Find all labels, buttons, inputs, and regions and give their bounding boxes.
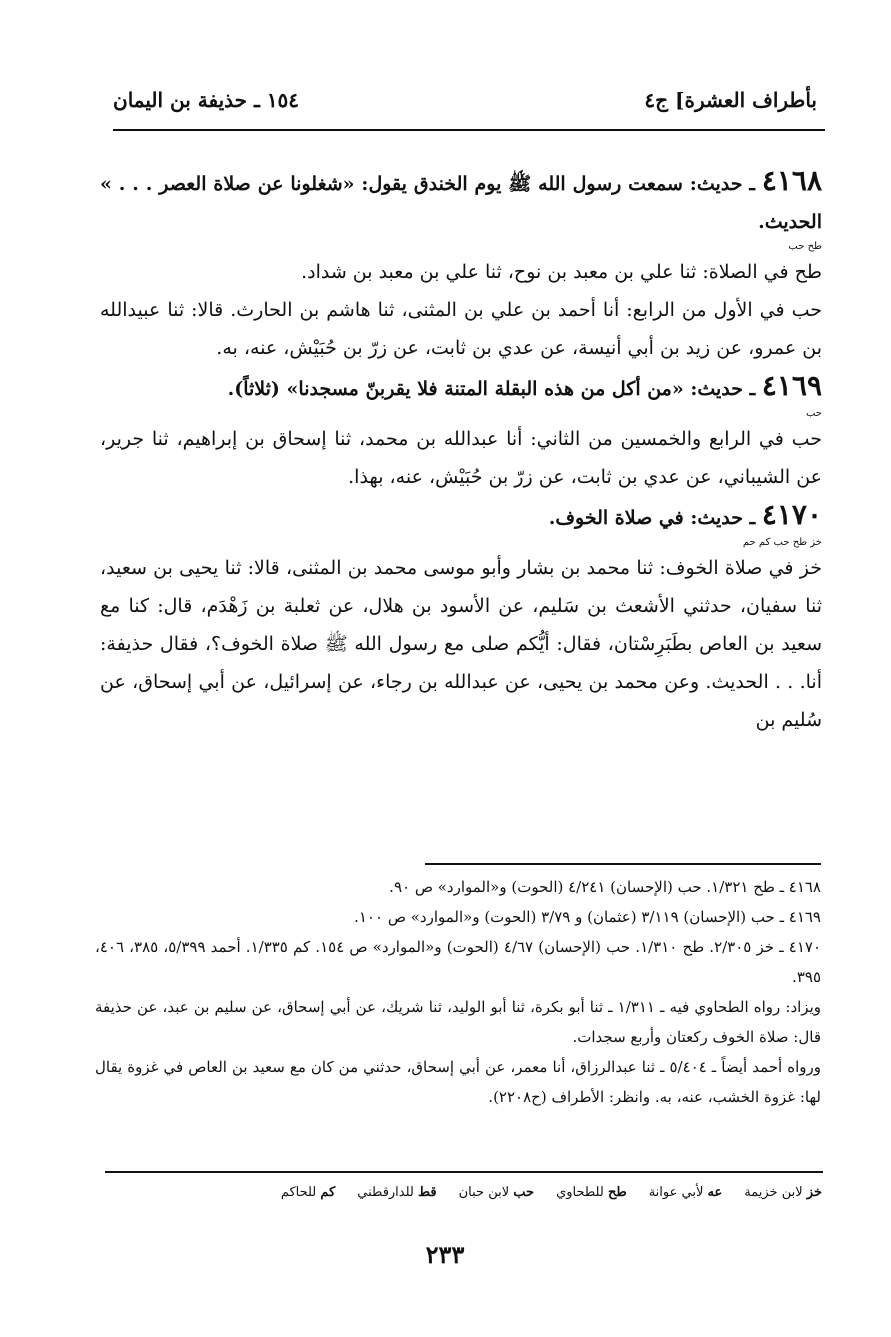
legend-item <box>556 1185 627 1200</box>
hadith-paragraph: حب في الرابع والخمسين من الثاني: أنا عبدالله بن محمد، ثنا إسحاق بن إبراهيم، ثنا جرير، عن الشيباني، عن عدي بن ثابت، عن زرّ بن حُبَيْش، عنه، بهذا. <box>100 428 822 488</box>
hadith-paragraph: حب في الأول من الرابع: أنا أحمد بن علي بن المثنى، ثنا هاشم بن الحارث. قالا: ثنا عبيدالله بن عمرو، عن زيد بن أبي أنيسة، عن عدي بن ثابت، عن زرّ بن حُبَيْش، عنه، به. <box>100 299 822 359</box>
page-number: ٢٣٣ <box>425 1240 465 1269</box>
hadith-paragraph: خز في صلاة الخوف: ثنا محمد بن بشار وأبو موسى محمد بن المثنى، قالا: ثنا يحيى بن سعيد، ثنا سفيان، حدثني الأشعث بن سَليم، عن الأسود بن هلال، عن ثعلبة بن زَهْدَم، قال: كنا مع سعيد بن العاص بطَبَرِسْتان، فقال: أيُّكم صلى مع رسول الله ﷺ صلاة الخوف؟، فقال حذيفة: أنا. . . الحديث. وعن محمد بن يحيى، عن عبدالله بن رجاء، عن إسرائيل، عن أبي إسحاق، عن سُليم بن <box>100 557 822 731</box>
hadith-title: ـ حديث: في صلاة الخوف. <box>548 507 756 529</box>
header-section-title: ١٥٤ ـ حذيفة بن اليمان <box>113 88 300 112</box>
footnote: ٤١٦٩ ـ حب (الإحسان) ٣/١١٩ (عثمان) و ٣/٧٩ (الحوت) و«الموارد» ص ١٠٠. <box>354 908 821 926</box>
legend-code: قط <box>418 1185 437 1200</box>
legend-item <box>357 1185 436 1200</box>
header-rule <box>113 129 825 131</box>
legend-label: لابن خزيمة <box>744 1185 803 1200</box>
hadith-sigla: حب <box>805 408 822 419</box>
legend-label: للدارقطني <box>357 1185 414 1200</box>
footnote: ٤١٧٠ ـ خز ٢/٣٠٥. طح ١/٣١٠. حب (الإحسان) ٤/٦٧ (الحوت) و«الموارد» ص ١٥٤. كم ١/٣٣٥. أحمد ٥/٣٩٩، ٣٨٥، ٤٠٦، ٣٩٥. <box>95 938 822 986</box>
footnote: ورواه أحمد أيضاً ـ ٥/٤٠٤ ـ ثنا عبدالرزاق، أنا معمر، عن أبي إسحاق، حدثني من كان مع سعيد بن العاص في غزوة يقال لها: غزوة الخشب، عنه، به. وانظر: الأطراف (ح٢٢٠٨). <box>95 1058 821 1106</box>
hadith-title: ـ حديث: «من أكل من هذه البقلة المتنة فلا يقربنّ مسجدنا» (ثلاثاً). <box>227 378 756 400</box>
hadith-heading <box>100 162 822 241</box>
legend-item <box>744 1185 822 1200</box>
footnote: ٤١٦٨ ـ طح ١/٣٢١. حب (الإحسان) ٤/٢٤١ (الحوت) و«الموارد» ص ٩٠. <box>389 878 821 896</box>
hadith-heading <box>100 496 822 537</box>
legend-code: خز <box>806 1185 822 1200</box>
main-text <box>100 162 822 739</box>
legend-code: حب <box>513 1185 535 1200</box>
hadith-paragraph: طح في الصلاة: ثنا علي بن معبد بن نوح، ثنا علي بن معبد بن شداد. <box>301 261 822 283</box>
legend-code: كم <box>320 1185 336 1200</box>
footnotes <box>95 872 821 1112</box>
hadith-number: ٤١٦٨ <box>761 164 822 197</box>
hadith-number: ٤١٦٩ <box>761 369 822 402</box>
legend-rule <box>105 1171 823 1173</box>
header-book-title: بأطراف العشرة] ج٤ <box>644 88 817 112</box>
footnote: ويزاد: رواه الطحاوي فيه ـ ١/٣١١ ـ ثنا أبو بكرة، ثنا أبو الوليد، ثنا شريك، عن أبي إسحاق، عن سليم بن عبد، عن حذيفة قال: صلاة الخوف ركعتان وأربع سجدات. <box>95 998 821 1046</box>
footnote-rule <box>425 863 821 865</box>
hadith-sigla: طح حب <box>788 241 822 252</box>
legend-label: للطحاوي <box>556 1185 604 1200</box>
legend-item <box>281 1185 335 1200</box>
legend-label: لابن حبان <box>458 1185 510 1200</box>
hadith-number: ٤١٧٠ <box>761 498 822 531</box>
legend-item <box>459 1185 534 1200</box>
legend-item <box>649 1185 723 1200</box>
hadith-title: ـ حديث: سمعت رسول الله ﷺ يوم الخندق يقول: «شغلونا عن صلاة العصر . . . » الحديث. <box>100 173 822 233</box>
legend-label: للحاكم <box>280 1185 317 1200</box>
running-header <box>113 80 817 120</box>
hadith-heading <box>100 367 822 408</box>
abbreviation-legend <box>100 1185 822 1200</box>
legend-code: طح <box>607 1185 627 1200</box>
legend-code: عه <box>707 1185 723 1200</box>
hadith-sigla: خز طح حب كم حم <box>742 537 822 548</box>
legend-label: لأبي عوانة <box>648 1185 704 1200</box>
